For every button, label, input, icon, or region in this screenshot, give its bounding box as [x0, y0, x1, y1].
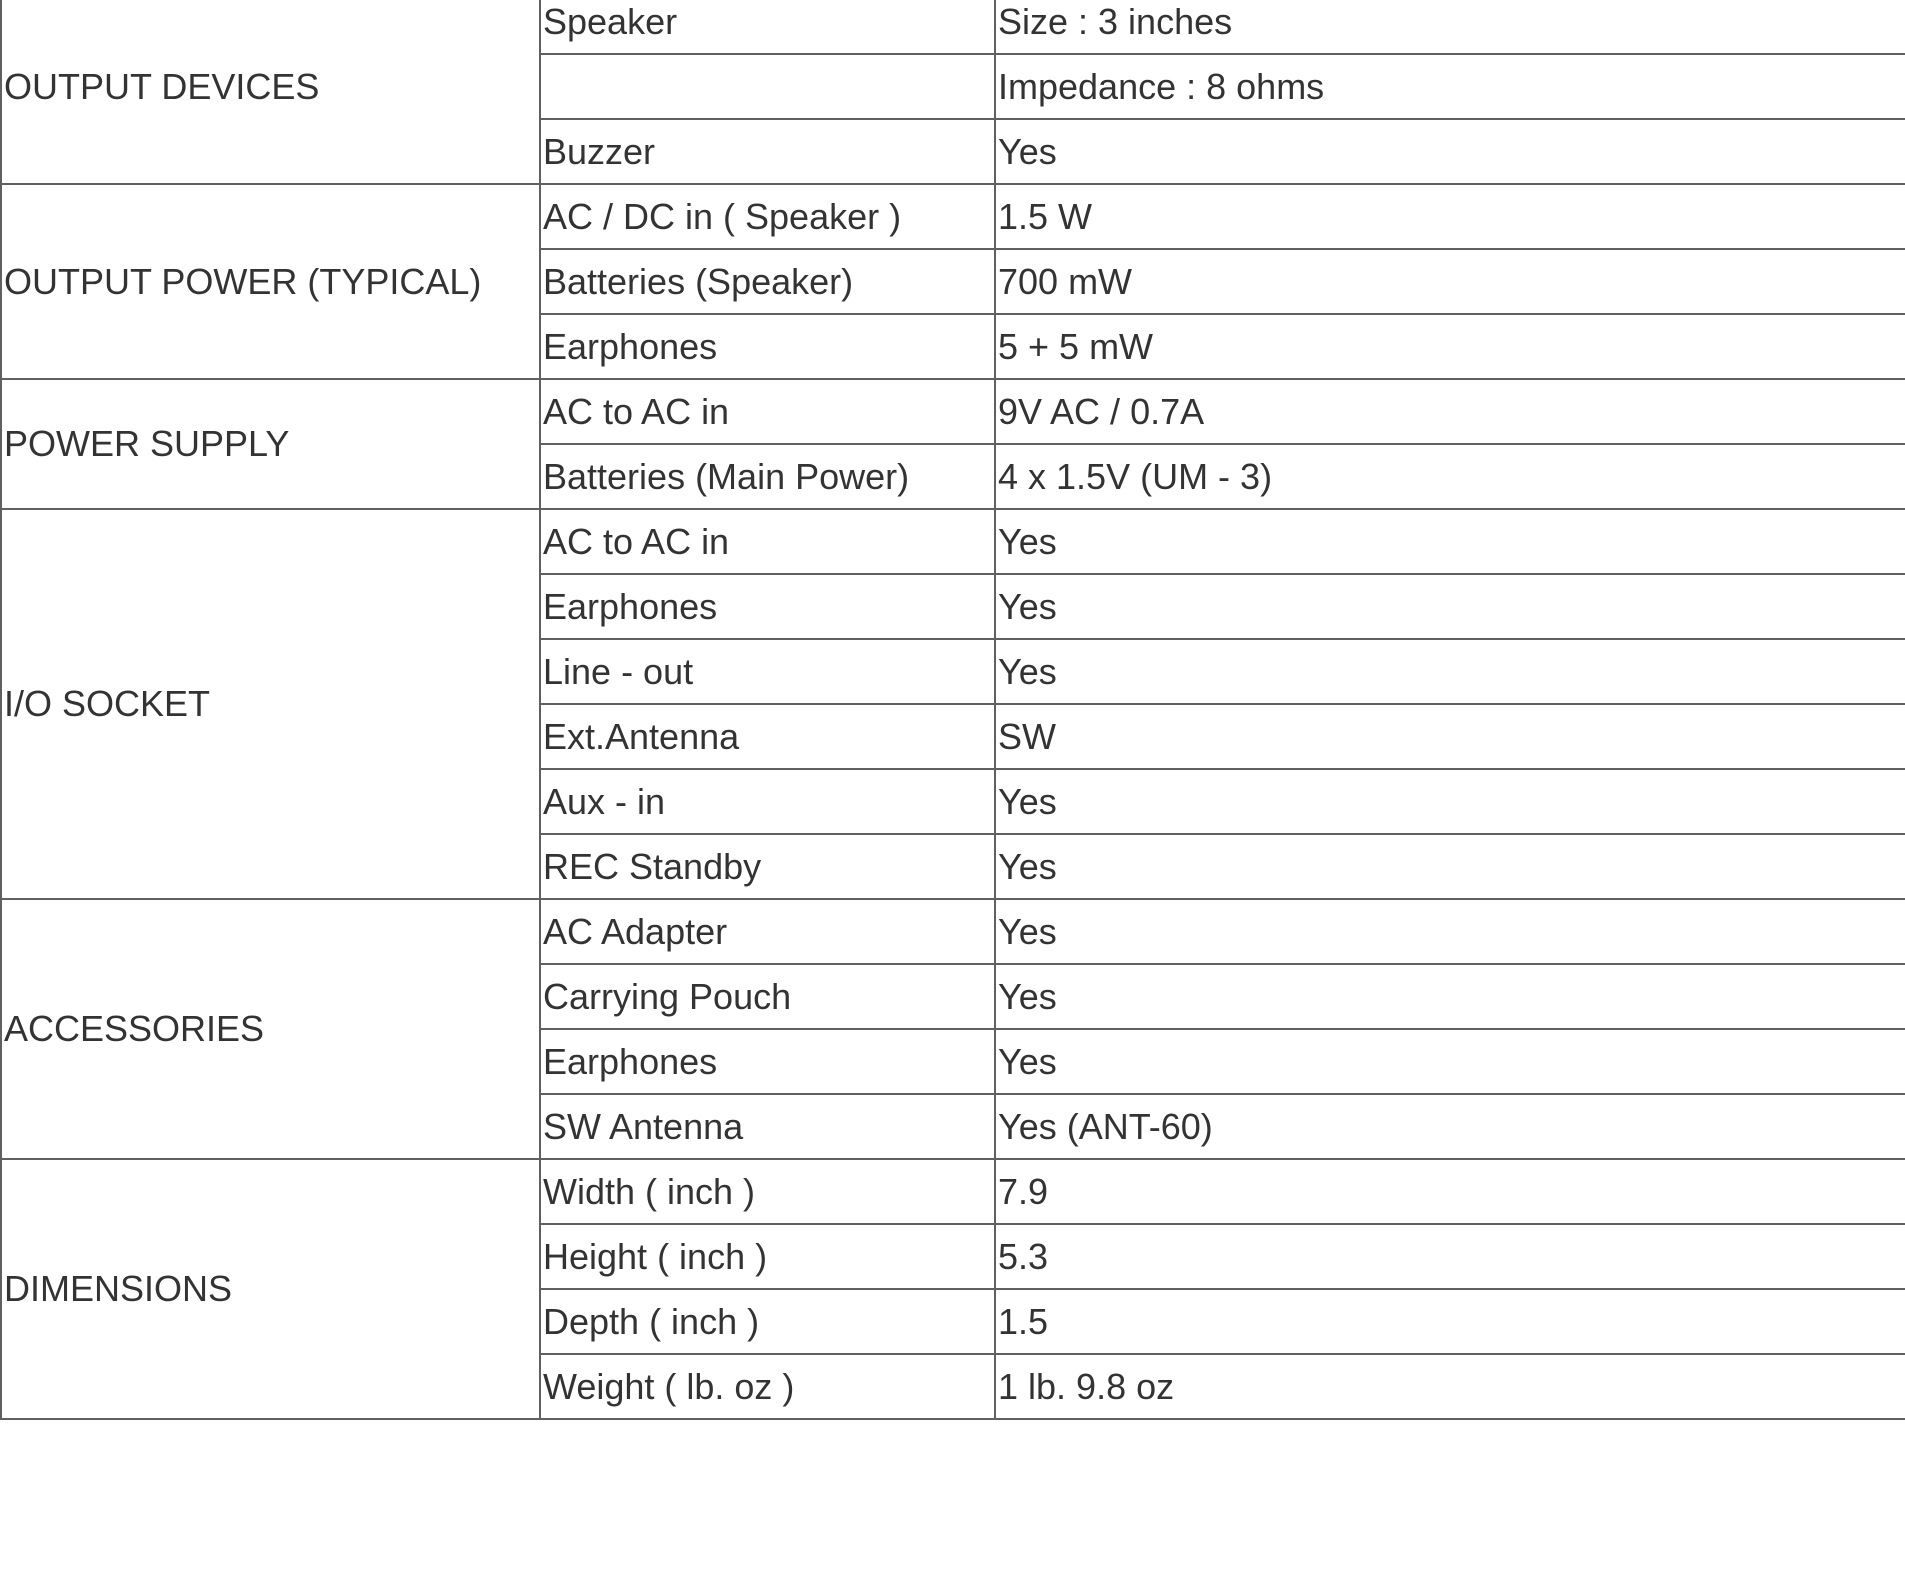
- spec-name: Depth ( inch ): [540, 1289, 995, 1354]
- table-row: [1, 184, 1905, 249]
- spec-value: Impedance : 8 ohms: [995, 54, 1905, 119]
- spec-name: Earphones: [540, 1029, 995, 1094]
- group-output-power: OUTPUT POWER (TYPICAL): [1, 184, 540, 379]
- table-row: [1, 379, 1905, 444]
- spec-value: 1 lb. 9.8 oz: [995, 1354, 1905, 1419]
- spec-name: Carrying Pouch: [540, 964, 995, 1029]
- group-power-supply: POWER SUPPLY: [1, 379, 540, 509]
- spec-name: AC to AC in: [540, 379, 995, 444]
- spec-value: Yes: [995, 964, 1905, 1029]
- spec-name: AC / DC in ( Speaker ): [540, 184, 995, 249]
- spec-value: Yes: [995, 899, 1905, 964]
- spec-name: Line - out: [540, 639, 995, 704]
- table-row: [1, 509, 1905, 574]
- spec-value: 9V AC / 0.7A: [995, 379, 1905, 444]
- table-row: [1, 899, 1905, 964]
- spec-value: 700 mW: [995, 249, 1905, 314]
- spec-value: Yes: [995, 639, 1905, 704]
- spec-value: SW: [995, 704, 1905, 769]
- spec-value: Size : 3 inches: [995, 0, 1905, 54]
- spec-name: Batteries (Speaker): [540, 249, 995, 314]
- spec-value: Yes (ANT-60): [995, 1094, 1905, 1159]
- spec-name: [540, 54, 995, 119]
- spec-name: SW Antenna: [540, 1094, 995, 1159]
- spec-value: Yes: [995, 1029, 1905, 1094]
- spec-name: Ext.Antenna: [540, 704, 995, 769]
- spec-name: Speaker: [540, 0, 995, 54]
- group-dimensions: DIMENSIONS: [1, 1159, 540, 1419]
- spec-name: Earphones: [540, 574, 995, 639]
- spec-value: 1.5 W: [995, 184, 1905, 249]
- spec-name: Earphones: [540, 314, 995, 379]
- spec-name: AC to AC in: [540, 509, 995, 574]
- group-accessories: ACCESSORIES: [1, 899, 540, 1159]
- table-row: [1, 0, 1905, 54]
- spec-value: 5.3: [995, 1224, 1905, 1289]
- spec-value: Yes: [995, 834, 1905, 899]
- spec-name: REC Standby: [540, 834, 995, 899]
- spec-value: Yes: [995, 119, 1905, 184]
- spec-name: Width ( inch ): [540, 1159, 995, 1224]
- table-row: [1, 1159, 1905, 1224]
- spec-name: Aux - in: [540, 769, 995, 834]
- spec-value: 7.9: [995, 1159, 1905, 1224]
- spec-value: 1.5: [995, 1289, 1905, 1354]
- spec-value: Yes: [995, 574, 1905, 639]
- spec-name: Buzzer: [540, 119, 995, 184]
- spec-name: Height ( inch ): [540, 1224, 995, 1289]
- spec-value: Yes: [995, 769, 1905, 834]
- spec-value: Yes: [995, 509, 1905, 574]
- spec-name: AC Adapter: [540, 899, 995, 964]
- spec-name: Weight ( lb. oz ): [540, 1354, 995, 1419]
- spec-value: 5 + 5 mW: [995, 314, 1905, 379]
- spec-value: 4 x 1.5V (UM - 3): [995, 444, 1905, 509]
- group-io-socket: I/O SOCKET: [1, 509, 540, 899]
- spec-name: Batteries (Main Power): [540, 444, 995, 509]
- group-output-devices: OUTPUT DEVICES: [1, 0, 540, 184]
